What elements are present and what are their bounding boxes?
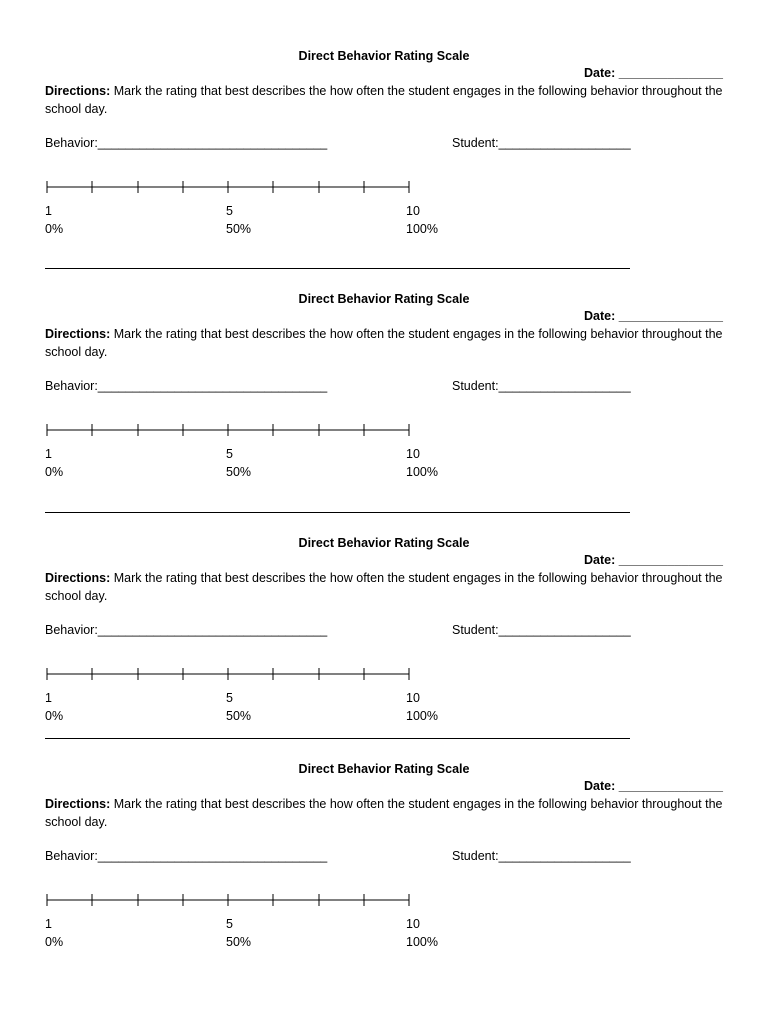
directions-label: Directions: — [45, 571, 111, 585]
scale-mid-value: 5 — [226, 204, 233, 218]
rating-scale-line[interactable] — [45, 177, 415, 197]
form-title: Direct Behavior Rating Scale — [298, 762, 470, 776]
date-field[interactable]: Date: _______________ — [583, 553, 723, 567]
rating-form-1 — [0, 49, 768, 289]
section-divider — [45, 738, 630, 739]
scale-min-pct: 0% — [45, 935, 64, 949]
directions-text — [45, 83, 725, 118]
student-field[interactable]: Student:___________________ — [452, 623, 631, 637]
scale-max-value: 10 — [406, 447, 420, 461]
rating-scale-line[interactable] — [45, 890, 415, 910]
rating-scale[interactable] — [45, 664, 415, 684]
directions-text — [45, 326, 725, 361]
student-field[interactable]: Student:___________________ — [452, 136, 631, 150]
behavior-field[interactable]: Behavior:_________________________________ — [45, 623, 328, 637]
directions-text — [45, 796, 725, 831]
directions-label: Directions: — [45, 84, 111, 98]
scale-mid-value: 5 — [226, 917, 233, 931]
student-field[interactable]: Student:___________________ — [452, 379, 631, 393]
rating-scale[interactable] — [45, 177, 415, 197]
rating-form-3 — [0, 536, 768, 776]
scale-min-value: 1 — [45, 691, 52, 705]
scale-mid-pct: 50% — [226, 709, 252, 723]
scale-max-value: 10 — [406, 691, 420, 705]
directions-text — [45, 570, 725, 605]
directions-body: Mark the rating that best describes the how often the student engages in the following behavior throughout the school day. — [45, 571, 723, 603]
scale-max-pct: 100% — [406, 222, 438, 236]
scale-mid-value: 5 — [226, 447, 233, 461]
behavior-field[interactable]: Behavior:_________________________________ — [45, 849, 328, 863]
rating-form-4 — [0, 762, 768, 1002]
scale-mid-value: 5 — [226, 691, 233, 705]
rating-scale-line[interactable] — [45, 420, 415, 440]
scale-min-pct: 0% — [45, 222, 64, 236]
scale-max-pct: 100% — [406, 709, 438, 723]
scale-mid-pct: 50% — [226, 935, 252, 949]
form-title: Direct Behavior Rating Scale — [298, 49, 470, 63]
scale-max-pct: 100% — [406, 465, 438, 479]
scale-max-pct: 100% — [406, 935, 438, 949]
date-field[interactable]: Date: _______________ — [583, 309, 723, 323]
directions-body: Mark the rating that best describes the how often the student engages in the following behavior throughout the school day. — [45, 797, 723, 829]
directions-label: Directions: — [45, 797, 111, 811]
student-field[interactable]: Student:___________________ — [452, 849, 631, 863]
date-field[interactable]: Date: _______________ — [583, 66, 723, 80]
behavior-field[interactable]: Behavior:_________________________________ — [45, 379, 328, 393]
date-field[interactable]: Date: _______________ — [583, 779, 723, 793]
form-title: Direct Behavior Rating Scale — [298, 536, 470, 550]
directions-body: Mark the rating that best describes the how often the student engages in the following behavior throughout the school day. — [45, 327, 723, 359]
form-title: Direct Behavior Rating Scale — [298, 292, 470, 306]
scale-min-pct: 0% — [45, 465, 64, 479]
rating-scale[interactable] — [45, 420, 415, 440]
section-divider — [45, 512, 630, 513]
scale-mid-pct: 50% — [226, 465, 252, 479]
rating-scale[interactable] — [45, 890, 415, 910]
scale-min-pct: 0% — [45, 709, 64, 723]
rating-scale-line[interactable] — [45, 664, 415, 684]
section-divider — [45, 268, 630, 269]
rating-form-2 — [0, 292, 768, 532]
scale-max-value: 10 — [406, 204, 420, 218]
directions-body: Mark the rating that best describes the how often the student engages in the following behavior throughout the school day. — [45, 84, 723, 116]
scale-min-value: 1 — [45, 447, 52, 461]
behavior-field[interactable]: Behavior:_________________________________ — [45, 136, 328, 150]
scale-max-value: 10 — [406, 917, 420, 931]
scale-min-value: 1 — [45, 204, 52, 218]
scale-min-value: 1 — [45, 917, 52, 931]
scale-mid-pct: 50% — [226, 222, 252, 236]
directions-label: Directions: — [45, 327, 111, 341]
